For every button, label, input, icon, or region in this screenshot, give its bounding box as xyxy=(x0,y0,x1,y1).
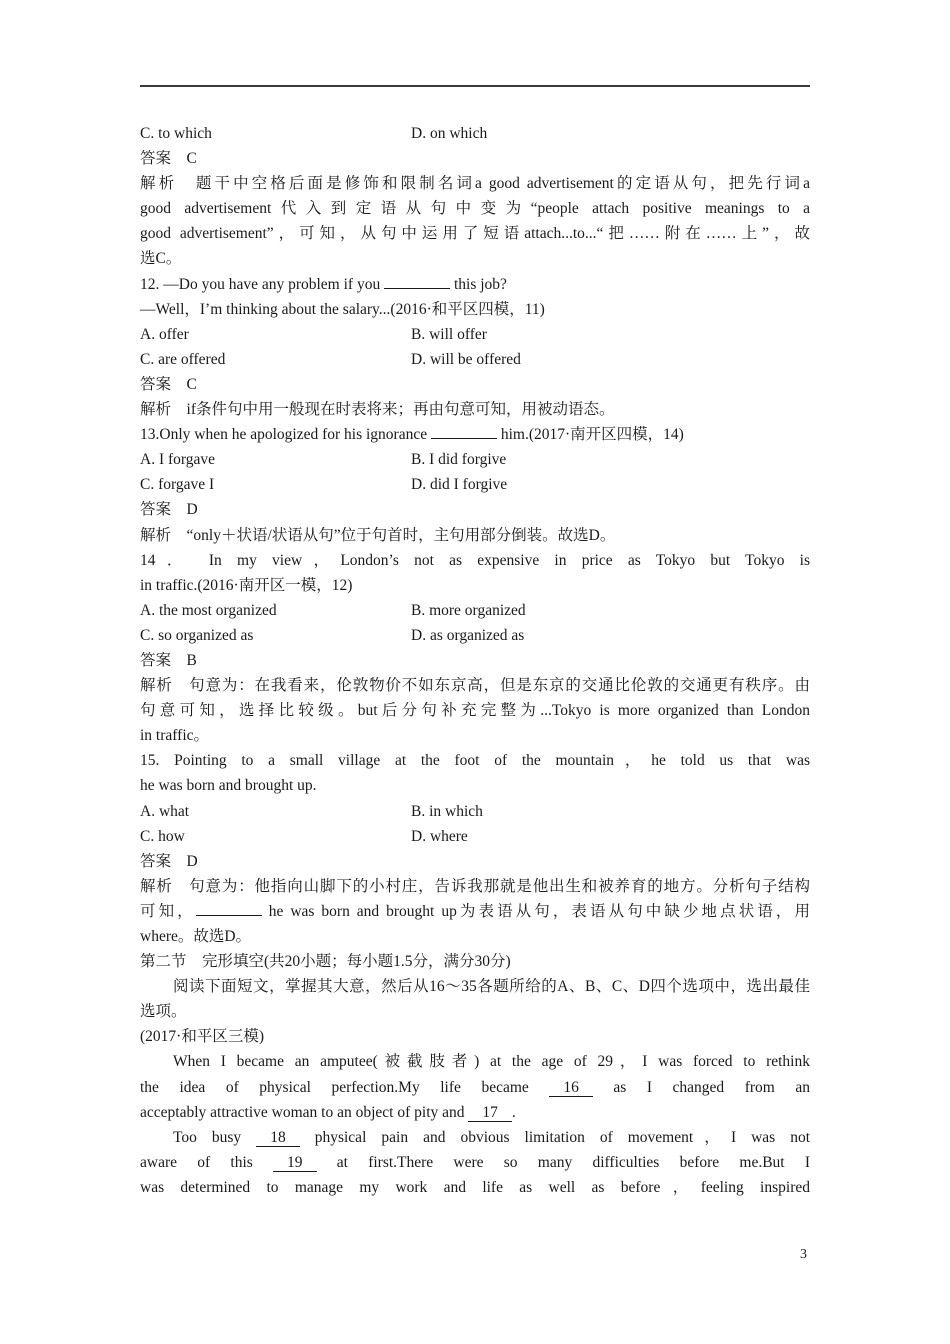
q15-analysis-line xyxy=(140,899,810,924)
answer-label: 答案 xyxy=(140,150,172,168)
q11-option-c: C. to which xyxy=(140,125,212,142)
q15-stem-line1: 15. Pointing to a small village at the foot of the mountain，he told us that was xyxy=(140,752,810,770)
document-body xyxy=(140,121,810,1200)
passage-line: was determined to manage my work and life as well as before，feeling inspired xyxy=(140,1178,810,1196)
q14-option-d: D. as organized as xyxy=(411,626,525,644)
analysis-text: 句意为：他指向山脚下的小村庄，告诉我那就是他出生和被养育的地方。分析句子结构 xyxy=(189,877,810,895)
q14-stem-line1: 14． In my view，London’s not as expensive in price as Tokyo but Tokyo is xyxy=(140,551,810,569)
analysis-text: 题干中空格后面是修饰和限制名词a good advertisement的定语从句，把先行词a xyxy=(195,175,810,193)
q12-options-row xyxy=(140,347,810,372)
q13-options-row xyxy=(140,472,810,497)
section-instruction: 阅读下面短文，掌握其大意，然后从16～35各题所给的A、B、C、D四个选项中，选出最佳 xyxy=(173,978,810,996)
q12-options-row xyxy=(140,322,810,347)
answer-value: C xyxy=(186,150,197,168)
q12-analysis xyxy=(140,397,810,422)
q14-option-b: B. more organized xyxy=(411,601,526,619)
passage-text: aware of this xyxy=(140,1153,253,1171)
cloze-blank-16: 16 xyxy=(549,1080,593,1097)
q14-stem-line2: in traffic.(2016·南开区一模，12) xyxy=(140,576,353,594)
q15-option-a: A. what xyxy=(140,802,190,820)
q13-option-b: B. I did forgive xyxy=(411,451,507,469)
q11-analysis-line xyxy=(140,171,810,196)
passage-text: Too busy xyxy=(173,1128,242,1146)
cloze-blank-18: 18 xyxy=(256,1130,300,1147)
q15-option-c: C. how xyxy=(140,827,185,845)
q13-stem xyxy=(140,422,810,447)
answer-value: D xyxy=(186,501,198,519)
q12-stem-post: this job? xyxy=(453,275,507,293)
analysis-label: 解析 xyxy=(140,877,173,895)
analysis-text: if条件句中用一般现在时表将来；再由句意可知，用被动语态。 xyxy=(186,401,615,419)
q15-analysis-line xyxy=(140,874,810,899)
answer-label: 答案 xyxy=(140,375,172,393)
analysis-text: he was born and brought up为表语从句，表语从句中缺少地点状语，用 xyxy=(268,902,811,920)
passage-source: (2017·和平区三模) xyxy=(140,1028,264,1046)
answer-blank xyxy=(384,274,450,289)
q12-stem-pre: 12. —Do you have any problem if you xyxy=(140,275,381,293)
section-instruction-cont: 选项。 xyxy=(140,1003,187,1021)
q11-options-row xyxy=(140,121,810,146)
q14-analysis-line xyxy=(140,673,810,698)
q11-analysis-line: good advertisement代入到定语从句中变为“people attach positive meanings to a xyxy=(140,200,810,218)
passage-line: When I became an amputee(被截肢者) at the age of 29，I was forced to rethink xyxy=(173,1053,810,1071)
q11-answer xyxy=(140,146,810,171)
q15-options-row xyxy=(140,824,810,849)
passage-text: as I changed from an xyxy=(613,1078,811,1096)
q15-options-row xyxy=(140,799,810,824)
q12-stem xyxy=(140,272,810,297)
q11-analysis-line: good advertisement”，可知，从句中运用了短语attach...to...“把……附在……上”，故 xyxy=(140,225,810,243)
analysis-text: “only＋状语/状语从句”位于句首时，主句用部分倒装。故选D。 xyxy=(186,526,616,544)
q11-option-d: D. on which xyxy=(411,125,488,142)
q12-option-a: A. offer xyxy=(140,325,189,343)
passage-line xyxy=(140,1125,810,1150)
q14-option-c: C. so organized as xyxy=(140,626,254,644)
analysis-label: 解析 xyxy=(140,401,172,419)
q14-option-a: A. the most organized xyxy=(140,601,277,619)
passage-line xyxy=(140,1150,810,1175)
analysis-label: 解析 xyxy=(140,175,178,193)
answer-label: 答案 xyxy=(140,501,172,519)
q13-option-a: A. I forgave xyxy=(140,451,216,469)
q14-analysis-line: 句意可知，选择比较级。but后分句补充完整为...Tokyo is more organized than London xyxy=(140,702,810,720)
q13-analysis xyxy=(140,523,810,548)
analysis-text: 可知， xyxy=(140,902,196,920)
q13-option-c: C. forgave I xyxy=(140,476,215,494)
cloze-blank-17: 17 xyxy=(468,1105,512,1122)
q14-analysis-line: in traffic。 xyxy=(140,727,210,745)
cloze-blank-19: 19 xyxy=(273,1155,317,1172)
q14-options-row xyxy=(140,598,810,623)
q15-option-b: B. in which xyxy=(411,802,483,820)
answer-blank xyxy=(196,901,262,916)
q12-option-d: D. will be offered xyxy=(411,350,521,368)
answer-value: C xyxy=(186,375,197,393)
passage-line xyxy=(140,1100,810,1125)
header-rule xyxy=(140,85,810,87)
passage-text: acceptably attractive woman to an object of pity and xyxy=(140,1103,465,1121)
q15-analysis-line: where。故选D。 xyxy=(140,928,252,945)
passage-text: the idea of physical perfection.My life became xyxy=(140,1078,529,1096)
section-heading: 第二节 完形填空(共20小题；每小题1.5分，满分30分) xyxy=(140,953,511,971)
q13-stem-pre: 13.Only when he apologized for his ignorance xyxy=(140,426,428,444)
q14-answer xyxy=(140,648,810,673)
q15-answer xyxy=(140,849,810,874)
passage-text: physical pain and obvious limitation of movement，I was not xyxy=(314,1128,811,1146)
passage-line xyxy=(140,1075,810,1100)
q12-answer xyxy=(140,372,810,397)
q13-stem-post: him.(2017·南开区四模，14) xyxy=(500,426,684,444)
analysis-label: 解析 xyxy=(140,526,172,544)
q13-answer xyxy=(140,497,810,522)
q11-analysis-line: 选C。 xyxy=(140,250,182,268)
answer-blank xyxy=(431,424,497,439)
page-number: 3 xyxy=(800,1247,807,1262)
passage-text: . xyxy=(511,1103,516,1121)
answer-label: 答案 xyxy=(140,651,172,669)
q12-stem-line2: —Well，I’m thinking about the salary...(2016·和平区四模，11) xyxy=(140,300,545,318)
answer-label: 答案 xyxy=(140,852,172,870)
q13-option-d: D. did I forgive xyxy=(411,476,508,494)
q12-option-c: C. are offered xyxy=(140,350,226,368)
analysis-text: 句意为：在我看来，伦敦物价不如东京高，但是东京的交通比伦敦的交通更有秩序。由 xyxy=(189,677,810,695)
answer-value: D xyxy=(186,852,198,870)
analysis-label: 解析 xyxy=(140,677,173,695)
q12-option-b: B. will offer xyxy=(411,325,487,343)
passage-text: at first.There were so many difficulties before me.But I xyxy=(336,1153,811,1171)
q14-options-row xyxy=(140,623,810,648)
answer-value: B xyxy=(186,651,197,669)
q15-option-d: D. where xyxy=(411,827,468,845)
q15-stem-line2: he was born and brought up. xyxy=(140,777,317,795)
q13-options-row xyxy=(140,447,810,472)
